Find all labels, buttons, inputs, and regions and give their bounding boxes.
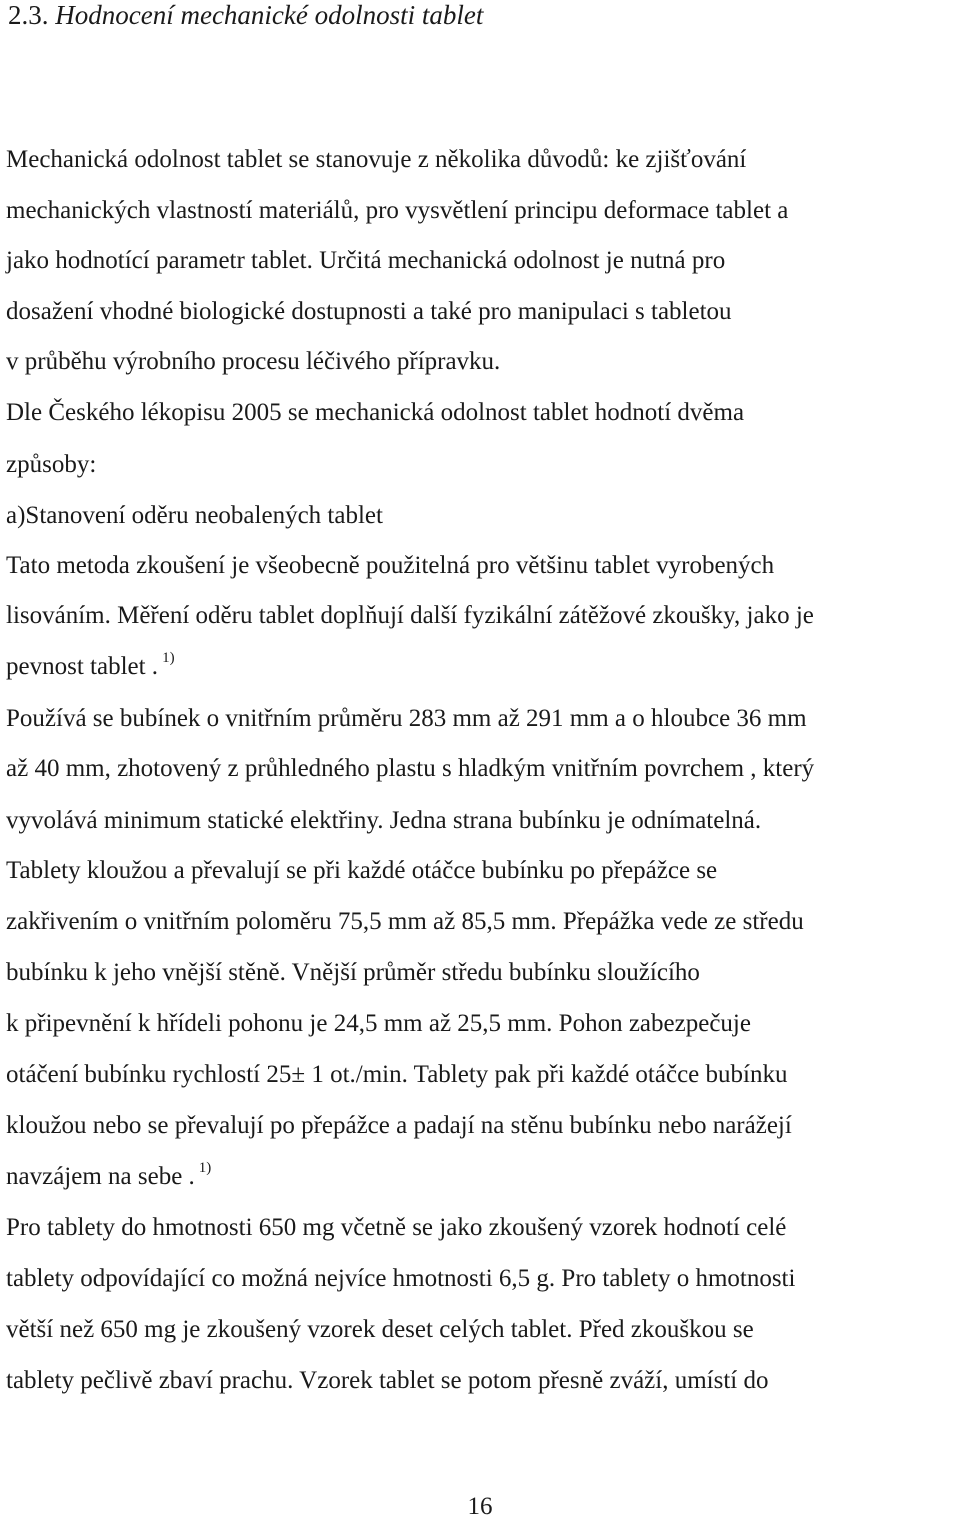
text-line: k připevnění k hřídeli pohonu je 24,5 mm až 25,5 mm. Pohon zabezpečuje xyxy=(6,1010,751,1037)
text-line: Tablety kloužou a převalují se při každé otáčce bubínku po přepážce se xyxy=(6,857,718,884)
text-line: a)Stanovení oděru neobalených tablet xyxy=(6,502,383,529)
text-line: tablety odpovídající co možná nejvíce hmotnosti 6,5 g. Pro tablety o hmotnosti xyxy=(6,1265,796,1292)
text-line: jako hodnotící parametr tablet. Určitá mechanická odolnost je nutná pro xyxy=(6,247,726,274)
text-line: Dle Českého lékopisu 2005 se mechanická odolnost tablet hodnotí dvěma xyxy=(6,399,745,426)
text-line: Mechanická odolnost tablet se stanovuje z několika důvodů: ke zjišťování xyxy=(6,146,747,173)
text-line: bubínku k jeho vnější stěně. Vnější průměr středu bubínku sloužícího xyxy=(6,959,700,986)
text-line: navzájem na sebe . xyxy=(6,1163,195,1190)
text-line: dosažení vhodné biologické dostupnosti a také pro manipulaci s tabletou xyxy=(6,298,732,325)
text-line: zakřivením o vnitřním poloměru 75,5 mm až 85,5 mm. Přepážka vede ze středu xyxy=(6,908,804,935)
text-line: větší než 650 mg je zkoušený vzorek deset celých tablet. Před zkouškou se xyxy=(6,1316,754,1343)
text-line: Používá se bubínek o vnitřním průměru 283 mm až 291 mm a o hloubce 36 mm xyxy=(6,705,807,732)
text-line: v průběhu výrobního procesu léčivého přípravku. xyxy=(6,348,501,375)
footnote-reference: 1) xyxy=(162,650,175,666)
text-line: vyvolává minimum statické elektřiny. Jedna strana bubínku je odnímatelná. xyxy=(6,807,762,834)
text-line: pevnost tablet . xyxy=(6,653,159,680)
page-number: 16 xyxy=(467,1493,493,1520)
section-title: Hodnocení mechanické odolnosti tablet xyxy=(55,0,484,30)
footnote-reference: 1) xyxy=(198,1160,212,1176)
text-line-with-ref xyxy=(6,1162,211,1195)
text-line: kloužou nebo se převalují po přepážce a padají na stěnu bubínku nebo narážejí xyxy=(6,1112,792,1139)
text-line-with-ref xyxy=(6,652,175,685)
section-number: 2.3. xyxy=(8,0,49,30)
text-line: mechanických vlastností materiálů, pro vysvětlení principu deformace tablet a xyxy=(6,197,789,224)
text-line: Tato metoda zkoušení je všeobecně použitelná pro většinu tablet vyrobených xyxy=(6,552,775,579)
text-line: až 40 mm, zhotovený z průhledného plastu s hladkým vnitřním povrchem , který xyxy=(6,755,815,782)
text-line: tablety pečlivě zbaví prachu. Vzorek tablet se potom přesně zváží, umístí do xyxy=(6,1367,769,1394)
text-line: způsoby: xyxy=(6,451,97,478)
section-heading xyxy=(8,0,483,30)
text-line: otáčení bubínku rychlostí 25± 1 ot./min. Tablety pak při každé otáčce bubínku xyxy=(6,1061,788,1088)
text-line: Pro tablety do hmotnosti 650 mg včetně se jako zkoušený vzorek hodnotí celé xyxy=(6,1214,787,1241)
text-line: lisováním. Měření oděru tablet doplňují další fyzikální zátěžové zkoušky, jako je xyxy=(6,602,814,629)
